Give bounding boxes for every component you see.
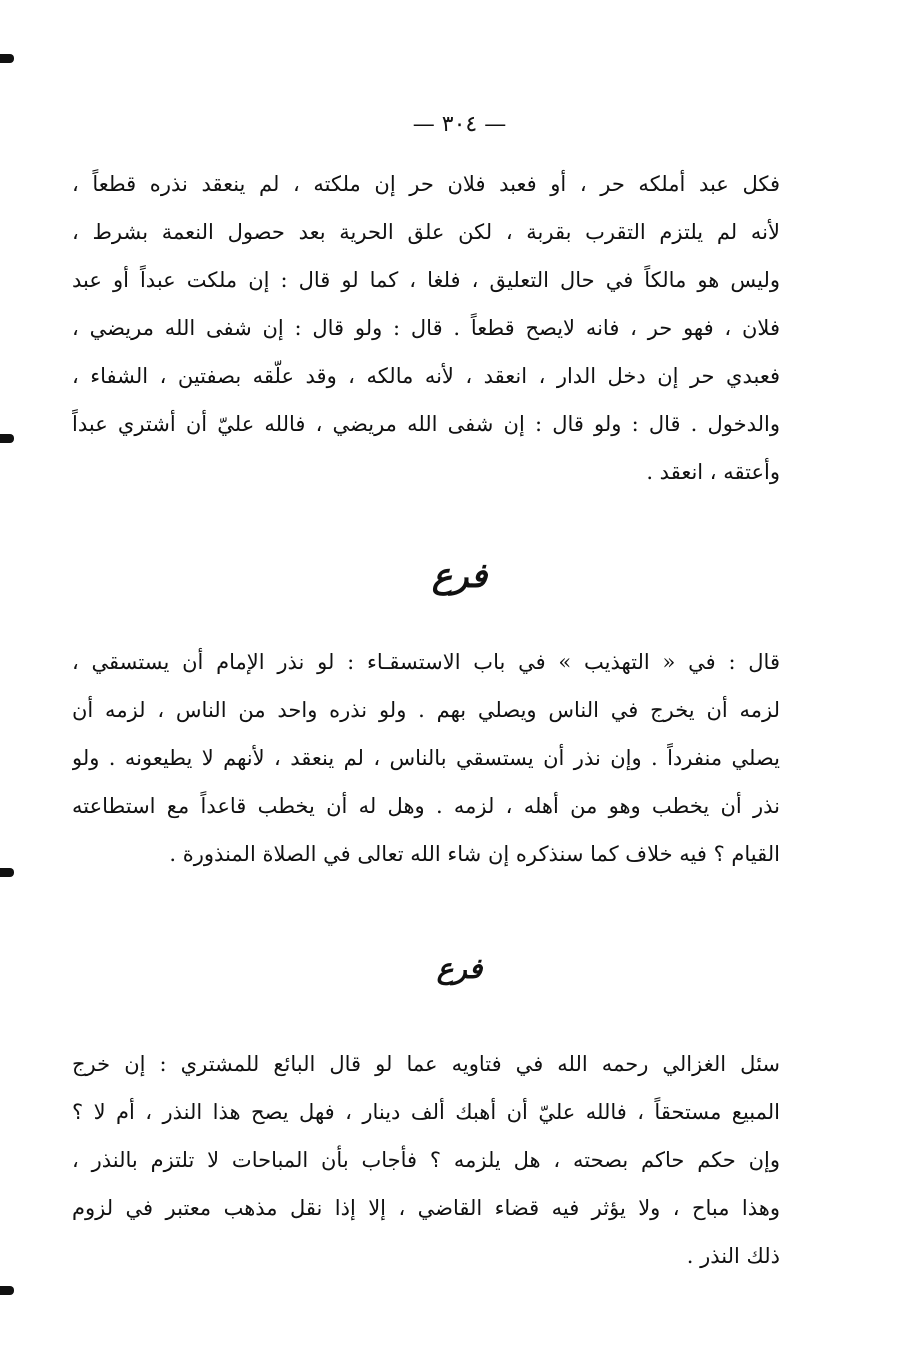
text-line: نذر أن يخطب وهو من أهله ، لزمه . وهل له أن يخطب قاعداً مع استطاعته [72,794,780,818]
binding-mark [0,54,14,63]
text-line: وأعتقه ، انعقد . [646,460,780,484]
paragraph-intro [72,160,780,496]
binding-mark [0,434,14,443]
text-line: فلان ، فهو حر ، فانه لايصح قطعاً . قال : ولو قال : إن شفى الله مريضي ، [72,316,780,340]
text-line: ذلك النذر . [686,1244,780,1268]
text-line: فكل عبد أملكه حر ، أو فعبد فلان حر إن ملكته ، لم ينعقد نذره قطعاً ، [72,172,780,196]
page-number: — ٣٠٤ — [412,112,507,137]
paragraph-ghazali [72,1040,780,1280]
text-line: القيام ؟ فيه خلاف كما سنذكره إن شاء الله تعالى في الصلاة المنذورة . [169,842,780,866]
text-line: لأنه لم يلتزم التقرب بقربة ، لكن علق الحرية بعد حصول النعمة بشرط ، [72,220,780,244]
text-line: قال : في « التهذيب » في باب الاستسقـاء : لو نذر الإمام أن يستسقي ، [72,650,780,674]
text-line: وليس هو مالكاً في حال التعليق ، فلغا ، كما لو قال : إن ملكت عبداً أو عبد [72,268,780,292]
text-line: والدخول . قال : ولو قال : إن شفى الله مريضي ، فالله عليّ أن أشتري عبداً [72,412,780,436]
section-heading: فرع [431,556,488,596]
text-line: يصلي منفرداً . وإن نذر أن يستسقي بالناس ، لم ينعقد ، لأنهم لا يطيعونه . ولو [72,746,780,770]
text-line: سئل الغزالي رحمه الله في فتاويه عما لو قال البائع للمشتري : إن خرج [72,1052,780,1076]
text-line: فعبدي حر إن دخل الدار ، انعقد ، لأنه مالكه ، وقد علّقه بصفتين ، الشفاء ، [72,364,780,388]
text-line: لزمه أن يخرج في الناس ويصلي بهم . ولو نذره واحد من الناس ، لزمه أن [72,698,780,722]
paragraph-istisqa [72,638,780,878]
text-line: وهذا مباح ، ولا يؤثر فيه قضاء القاضي ، إلا إذا نقل مذهب معتبر في لزوم [72,1196,780,1220]
section-heading: فرع [436,952,483,985]
binding-mark [0,1286,14,1295]
binding-mark [0,868,14,877]
text-line: وإن حكم حاكم بصحته ، هل يلزمه ؟ فأجاب بأن المباحات لا تلتزم بالنذر ، [72,1148,780,1172]
text-line: المبيع مستحقاً ، فالله عليّ أن أهبك ألف دينار ، فهل يصح هذا النذر ، أم لا ؟ [72,1100,780,1124]
